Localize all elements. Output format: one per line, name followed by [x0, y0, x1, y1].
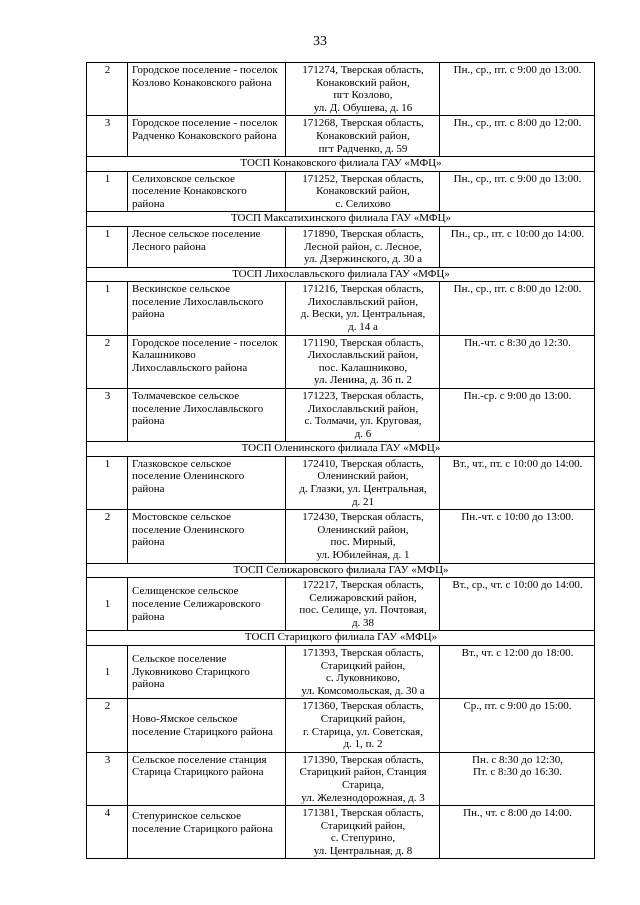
- settlement-name-line: района: [132, 197, 165, 210]
- office-address-line: пос. Мирный,: [330, 536, 396, 549]
- settlement-name-line: Глазковское сельское: [132, 457, 232, 470]
- table-row: [87, 171, 595, 212]
- office-hours-line: Пн., чт. с 8:00 до 14:00.: [463, 807, 572, 820]
- office-hours-line: Пн.-ср. с 9:00 до 13:00.: [463, 389, 572, 402]
- office-hours: [440, 388, 595, 441]
- office-address-line: д. 21: [351, 495, 375, 508]
- settlement-name-line: поселение Оленинского: [132, 470, 245, 483]
- office-hours: [440, 806, 595, 859]
- page-number: 33: [313, 34, 327, 49]
- row-number: 1: [87, 282, 128, 335]
- office-address-line: с. Луковниково,: [326, 672, 400, 685]
- office-address-line: 171390, Тверская область,: [302, 753, 424, 766]
- office-address-line: ул. Центральная, д. 8: [313, 844, 413, 857]
- office-address-line: с. Толмачи, ул. Круговая,: [304, 415, 422, 428]
- settlement-name-line: поселение Конаковского: [132, 185, 247, 198]
- settlement-name-line: Степуринское сельское: [132, 810, 242, 823]
- office-address: [286, 335, 440, 388]
- office-address-line: д. Глазки, ул. Центральная,: [299, 483, 427, 496]
- office-hours: [440, 456, 595, 509]
- row-number: 2: [87, 335, 128, 388]
- office-address: [286, 63, 440, 116]
- row-number: 1: [87, 645, 128, 698]
- settlement-name: [128, 456, 286, 509]
- office-address-line: с. Степурино,: [330, 832, 396, 845]
- office-address-line: д. 1, п. 2: [343, 738, 383, 751]
- office-hours: [440, 335, 595, 388]
- office-hours: [440, 116, 595, 157]
- office-address-line: г. Старица, ул. Советская,: [303, 725, 423, 738]
- table-row: [87, 226, 595, 267]
- settlement-name-line: Ново-Ямское сельское: [132, 712, 238, 725]
- office-address-line: с. Селихово: [335, 197, 391, 210]
- settlement-name: [128, 282, 286, 335]
- office-address-line: пос. Калашниково,: [318, 361, 408, 374]
- settlement-name-line: Лихославльского района: [132, 361, 248, 374]
- settlement-name: [128, 116, 286, 157]
- office-address: [286, 388, 440, 441]
- section-title: ТОСП Селижаровского филиала ГАУ «МФЦ»: [87, 563, 595, 578]
- settlement-name-line: района: [132, 610, 165, 623]
- section-header-row: [87, 212, 595, 227]
- office-address-line: Оленинский район,: [317, 523, 409, 536]
- office-address-line: пгт Радченко, д. 59: [318, 142, 408, 155]
- mfc-offices-table: [86, 62, 595, 859]
- office-address-line: 172410, Тверская область,: [302, 457, 424, 470]
- table-row: [87, 510, 595, 563]
- table-row: [87, 456, 595, 509]
- office-address-line: д. 38: [351, 616, 375, 629]
- section-header-row: [87, 157, 595, 172]
- office-hours-line: Вт., ср., чт. с 10:00 до 14:00.: [452, 579, 583, 592]
- office-address: [286, 645, 440, 698]
- settlement-name-line: Толмачевское сельское: [132, 389, 240, 402]
- office-address-line: Оленинский район,: [317, 470, 409, 483]
- table-row: [87, 116, 595, 157]
- settlement-name: [128, 63, 286, 116]
- settlement-name: [128, 699, 286, 752]
- row-number: 2: [87, 699, 128, 752]
- office-hours: [440, 645, 595, 698]
- office-address: [286, 699, 440, 752]
- office-address-line: пос. Селище, ул. Почтовая,: [299, 604, 427, 617]
- office-address: [286, 806, 440, 859]
- table-row: [87, 699, 595, 752]
- row-number: 2: [87, 63, 128, 116]
- table-row: [87, 806, 595, 859]
- table-row: [87, 645, 595, 698]
- settlement-name-line: района: [132, 308, 165, 321]
- office-address-line: ул. Дзержинского, д. 30 а: [303, 253, 423, 266]
- office-address-line: 171274, Тверская область,: [302, 64, 424, 76]
- row-number: 3: [87, 388, 128, 441]
- settlement-name: [128, 510, 286, 563]
- settlement-name-line: поселение Старицкого района: [132, 822, 273, 835]
- settlement-name-line: района: [132, 415, 165, 428]
- settlement-name-line: района: [132, 483, 165, 496]
- office-hours: [440, 171, 595, 212]
- table-row: [87, 578, 595, 631]
- office-address-line: 171393, Тверская область,: [302, 646, 424, 659]
- settlement-name: [128, 226, 286, 267]
- settlement-name-line: поселение Лихославльского: [132, 295, 264, 308]
- office-address-line: 171216, Тверская область,: [302, 283, 424, 296]
- office-hours-line: Пт. с 8:30 до 16:30.: [472, 766, 562, 779]
- settlement-name-line: Лесного района: [132, 240, 206, 253]
- settlement-name-line: поселение Старицкого района: [132, 725, 273, 738]
- office-address: [286, 116, 440, 157]
- office-address-line: Конаковский район,: [316, 76, 410, 89]
- settlement-name: [128, 335, 286, 388]
- office-hours-line: Вт., чт. с 12:00 до 18:00.: [461, 646, 574, 659]
- office-address-line: 171252, Тверская область,: [302, 172, 424, 185]
- section-header-row: [87, 267, 595, 282]
- office-hours: [440, 510, 595, 563]
- settlement-name: [128, 806, 286, 859]
- settlement-name: [128, 645, 286, 698]
- office-hours: [440, 752, 595, 805]
- row-number: 3: [87, 752, 128, 805]
- office-address-line: 171360, Тверская область,: [302, 700, 424, 713]
- office-address: [286, 226, 440, 267]
- office-address-line: Старицкий район,: [320, 819, 406, 832]
- office-address-line: д. Вески, ул. Центральная,: [300, 308, 426, 321]
- office-address-line: ул. Юбилейная, д. 1: [316, 549, 410, 561]
- office-hours-line: Ср., пт. с 9:00 до 15:00.: [463, 700, 572, 713]
- settlement-name-line: Старица Старицкого района: [132, 766, 264, 779]
- table-body: [87, 63, 595, 859]
- table-row: [87, 282, 595, 335]
- table-row: [87, 335, 595, 388]
- office-address-line: Лихославльский район,: [307, 349, 419, 362]
- office-address-line: ул. Железнодорожная, д. 3: [301, 791, 425, 804]
- office-address-line: Конаковский район,: [316, 129, 410, 142]
- office-hours-line: Пн., ср., пт. с 10:00 до 14:00.: [450, 227, 585, 240]
- office-hours-line: Пн., ср., пт. с 9:00 до 13:00.: [453, 64, 582, 76]
- section-title: ТОСП Максатихинского филиала ГАУ «МФЦ»: [87, 212, 595, 227]
- table-row: [87, 388, 595, 441]
- office-address-line: д. 6: [354, 427, 372, 440]
- table-row: [87, 752, 595, 805]
- office-hours-line: Пн., ср., пт. с 8:00 до 12:00.: [453, 117, 582, 130]
- office-hours-line: Пн. с 8:30 до 12:30,: [472, 753, 563, 766]
- office-hours-line: Вт., чт., пт. с 10:00 до 14:00.: [452, 457, 583, 470]
- table-row: [87, 63, 595, 116]
- office-hours: [440, 63, 595, 116]
- office-address-line: 172430, Тверская область,: [302, 511, 424, 524]
- office-address-line: 172217, Тверская область,: [302, 579, 424, 592]
- section-header-row: [87, 631, 595, 646]
- office-address: [286, 752, 440, 805]
- office-hours: [440, 226, 595, 267]
- row-number: 1: [87, 171, 128, 212]
- settlement-name: [128, 752, 286, 805]
- settlement-name-line: Калашниково: [132, 349, 196, 362]
- settlement-name: [128, 578, 286, 631]
- settlement-name-line: Городское поселение - поселок: [132, 117, 278, 130]
- row-number: 1: [87, 456, 128, 509]
- office-hours-line: Пн., ср., пт. с 8:00 до 12:00.: [453, 283, 582, 296]
- office-address-line: Селижаровский район,: [309, 591, 417, 604]
- office-address-line: ул. Д. Обушева, д. 16: [313, 101, 413, 114]
- settlement-name-line: Городское поселение - поселок: [132, 64, 278, 76]
- row-number: 2: [87, 510, 128, 563]
- section-title: ТОСП Старицкого филиала ГАУ «МФЦ»: [87, 631, 595, 646]
- office-address-line: 171381, Тверская область,: [302, 807, 424, 820]
- office-address: [286, 282, 440, 335]
- section-header-row: [87, 442, 595, 457]
- settlement-name-line: Козлово Конаковского района: [132, 76, 272, 89]
- office-address-line: д. 14 а: [348, 321, 378, 333]
- office-hours-line: Пн., ср., пт. с 9:00 до 13:00.: [453, 172, 582, 185]
- settlement-name-line: поселение Оленинского: [132, 523, 245, 536]
- row-number: 3: [87, 116, 128, 157]
- office-address-line: Лихославльский район,: [307, 295, 419, 308]
- office-address-line: Старица,: [342, 778, 384, 791]
- office-hours: [440, 578, 595, 631]
- row-number: 1: [87, 226, 128, 267]
- office-hours-line: Пн.-чт. с 10:00 до 13:00.: [461, 511, 574, 524]
- office-address-line: Лесной район, с. Лесное,: [304, 240, 422, 253]
- settlement-name-line: Городское поселение - поселок: [132, 336, 278, 349]
- settlement-name-line: Сельское поселение станция: [132, 753, 267, 766]
- settlement-name-line: поселение Лихославльского: [132, 402, 264, 415]
- settlement-name-line: района: [132, 536, 165, 549]
- office-address-line: Лихославльский район,: [307, 402, 419, 415]
- office-address: [286, 510, 440, 563]
- settlement-name-line: Лесное сельское поселение: [132, 227, 261, 240]
- row-number: 1: [87, 578, 128, 631]
- office-address-line: пгт Козлово,: [333, 89, 393, 102]
- office-address-line: ул. Комсомольская, д. 30 а: [301, 684, 425, 697]
- office-address-line: 171890, Тверская область,: [302, 227, 424, 240]
- office-address-line: ул. Ленина, д. 36 п. 2: [313, 374, 413, 387]
- office-address-line: Старицкий район,: [320, 712, 406, 725]
- settlement-name-line: района: [132, 678, 165, 691]
- office-address-line: 171268, Тверская область,: [302, 117, 424, 130]
- settlement-name: [128, 171, 286, 212]
- settlement-name-line: Луковниково Старицкого: [132, 665, 250, 678]
- settlement-name-line: Сельское поселение: [132, 653, 227, 666]
- office-hours: [440, 699, 595, 752]
- office-address: [286, 171, 440, 212]
- settlement-name-line: поселение Селижаровского: [132, 597, 261, 610]
- row-number: 4: [87, 806, 128, 859]
- settlement-name-line: Селищенское сельское: [132, 585, 239, 598]
- settlement-name: [128, 388, 286, 441]
- settlement-name-line: Мостовское сельское: [132, 511, 231, 524]
- settlement-name-line: Вескинское сельское: [132, 283, 231, 296]
- section-title: ТОСП Лихославльского филиала ГАУ «МФЦ»: [87, 267, 595, 282]
- office-address: [286, 456, 440, 509]
- settlement-name-line: Селиховское сельское: [132, 172, 235, 185]
- office-address: [286, 578, 440, 631]
- office-hours-line: Пн.-чт. с 8:30 до 12:30.: [464, 336, 571, 349]
- office-address-line: 171223, Тверская область,: [302, 389, 424, 402]
- settlement-name-line: Радченко Конаковского района: [132, 129, 277, 142]
- section-title: ТОСП Оленинского филиала ГАУ «МФЦ»: [87, 442, 595, 457]
- office-address-line: 171190, Тверская область,: [302, 336, 424, 349]
- office-address-line: Конаковский район,: [316, 185, 410, 198]
- office-address-line: Старицкий район,: [320, 659, 406, 672]
- office-address-line: Старицкий район, Станция: [299, 766, 427, 779]
- section-header-row: [87, 563, 595, 578]
- section-title: ТОСП Конаковского филиала ГАУ «МФЦ»: [87, 157, 595, 172]
- office-hours: [440, 282, 595, 335]
